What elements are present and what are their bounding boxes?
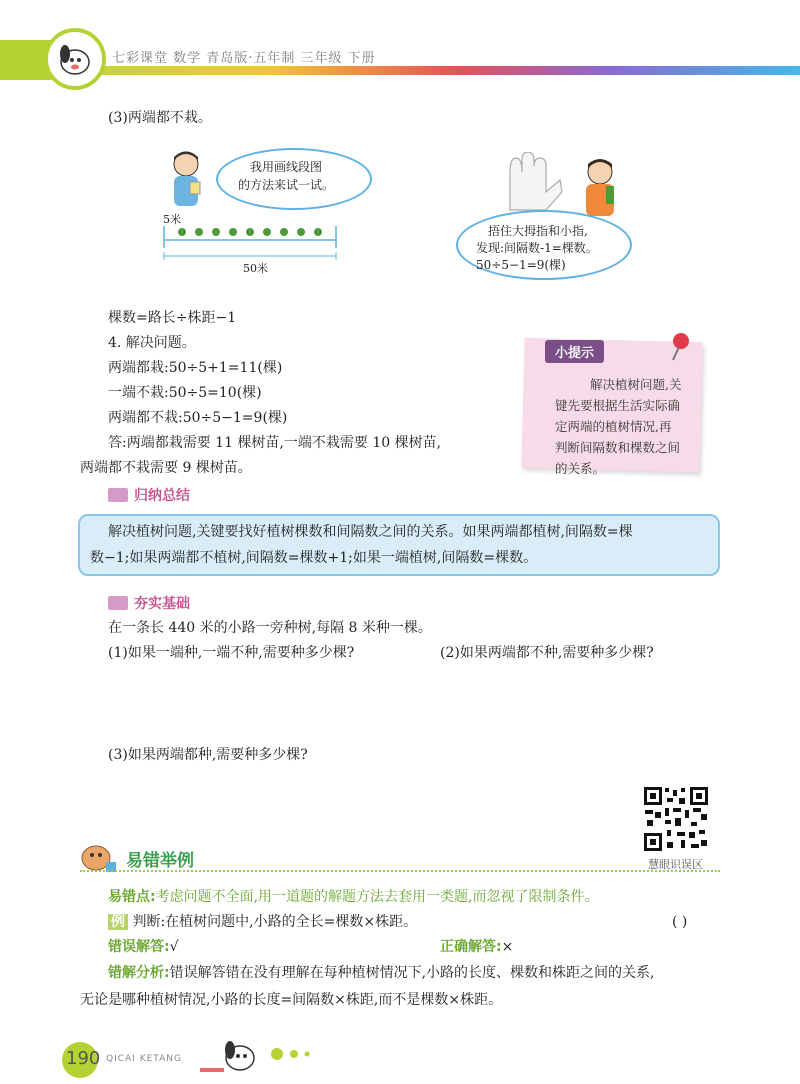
wrong-answer-mark: √	[169, 939, 179, 955]
summary-line-1: 解决植树问题,关键要找好植树棵数和间隔数之间的关系。如果两端都植树,间隔数=棵	[108, 524, 633, 540]
example-text: 判断:在植树问题中,小路的全长=棵数×株距。	[132, 914, 418, 930]
right-answer-label: 正确解答:	[440, 939, 502, 955]
bubble-left-line2: 的方法来试一试。	[238, 178, 335, 192]
summary-line-2: 数−1;如果两端都不植树,间隔数=棵数+1;如果一端植树,间隔数=棵数。	[90, 550, 538, 566]
qr-caption: 慧眼识误区	[648, 858, 703, 871]
practice-q3: (3)如果两端都种,需要种多少棵?	[108, 747, 308, 763]
qr-code[interactable]	[643, 786, 709, 856]
book-icon	[108, 596, 128, 610]
practice-q1: (1)如果一端种,一端不种,需要种多少棵?	[108, 645, 355, 661]
page-number: 190	[66, 1048, 101, 1069]
book-icon	[108, 488, 128, 502]
pushpin-icon	[667, 332, 693, 366]
answer-line-2: 两端都不栽需要 9 棵树苗。	[80, 460, 252, 476]
tip-title: 小提示	[545, 340, 604, 363]
analysis-label: 错解分析:	[108, 965, 170, 981]
wrong-answer-row	[108, 937, 179, 957]
tip-line-2: 键先要根据生活实际确	[555, 398, 681, 413]
error-point-label: 易错点:	[108, 889, 156, 905]
wrong-answer-label: 错误解答:	[108, 939, 170, 955]
tip-line-4: 判断间隔数和棵数之间	[555, 440, 681, 455]
solve-line-3: 两端都不栽:50÷5−1=9(棵)	[108, 410, 288, 426]
example-row	[108, 912, 417, 932]
segment-total-label: 50米	[243, 262, 268, 275]
errors-heading: 易错举例	[126, 851, 194, 871]
bubble-left-line1: 我用画线段图	[250, 160, 323, 174]
summary-heading: 归纳总结	[134, 488, 190, 504]
right-answer-row	[440, 937, 513, 957]
mistake-section-icon	[78, 838, 118, 878]
bubble-right-line1: 捂住大拇指和小指,	[488, 224, 588, 238]
example-tag: 例	[108, 914, 128, 930]
footer-dots	[270, 1046, 330, 1065]
header-title: 七彩课堂 数学 青岛版·五年制 三年级 下册	[112, 51, 376, 66]
tip-line-3: 定两端的植树情况,再	[555, 419, 672, 434]
boy-figure	[162, 148, 210, 214]
bubble-right-line3: 50÷5−1=9(棵)	[476, 258, 566, 272]
formula-line: 棵数=路长÷株距−1	[108, 310, 237, 326]
error-point-text: 考虑问题不全面,用一道题的解题方法去套用一类题,而忽视了限制条件。	[155, 889, 599, 905]
part3-label: (3)两端都不栽。	[108, 110, 212, 126]
error-point-row	[108, 887, 599, 907]
bubble-right-line2: 发现:间隔数-1=棵数。	[476, 241, 598, 255]
analysis-line-1: 错误解答错在没有理解在每种植树情况下,小路的长度、棵数和株距之间的关系,	[169, 965, 655, 981]
analysis-line-2: 无论是哪种植树情况,小路的长度=间隔数×株距,而不是棵数×株距。	[80, 992, 503, 1008]
solve-line-1: 两端都栽:50÷5+1=11(棵)	[108, 360, 283, 376]
analysis-row	[108, 963, 655, 983]
right-answer-mark: ×	[501, 939, 514, 955]
hand-illustration	[500, 152, 564, 216]
header-color-band	[40, 66, 800, 75]
practice-heading: 夯实基础	[134, 596, 190, 612]
segment-unit-label: 5米	[163, 213, 181, 226]
answer-paren: ( )	[672, 914, 688, 930]
practice-q2: (2)如果两端都不种,需要种多少棵?	[440, 645, 654, 661]
section-divider	[80, 870, 720, 872]
tip-line-5: 的关系。	[555, 461, 606, 476]
solve-line-2: 一端不栽:50÷5=10(棵)	[108, 385, 262, 401]
answer-line-1: 答:两端都栽需要 11 棵树苗,一端不栽需要 10 棵树苗,	[108, 435, 442, 451]
dog-mascot-icon	[48, 32, 102, 86]
solve-heading: 4. 解决问题。	[108, 335, 196, 351]
practice-problem: 在一条长 440 米的小路一旁种树,每隔 8 米种一棵。	[108, 620, 432, 636]
tip-line-1: 解决植树问题,关	[590, 377, 682, 392]
footer-brand: QICAI KETANG	[106, 1054, 182, 1064]
footer-mascot	[196, 1032, 266, 1084]
mascot-logo	[44, 28, 106, 90]
